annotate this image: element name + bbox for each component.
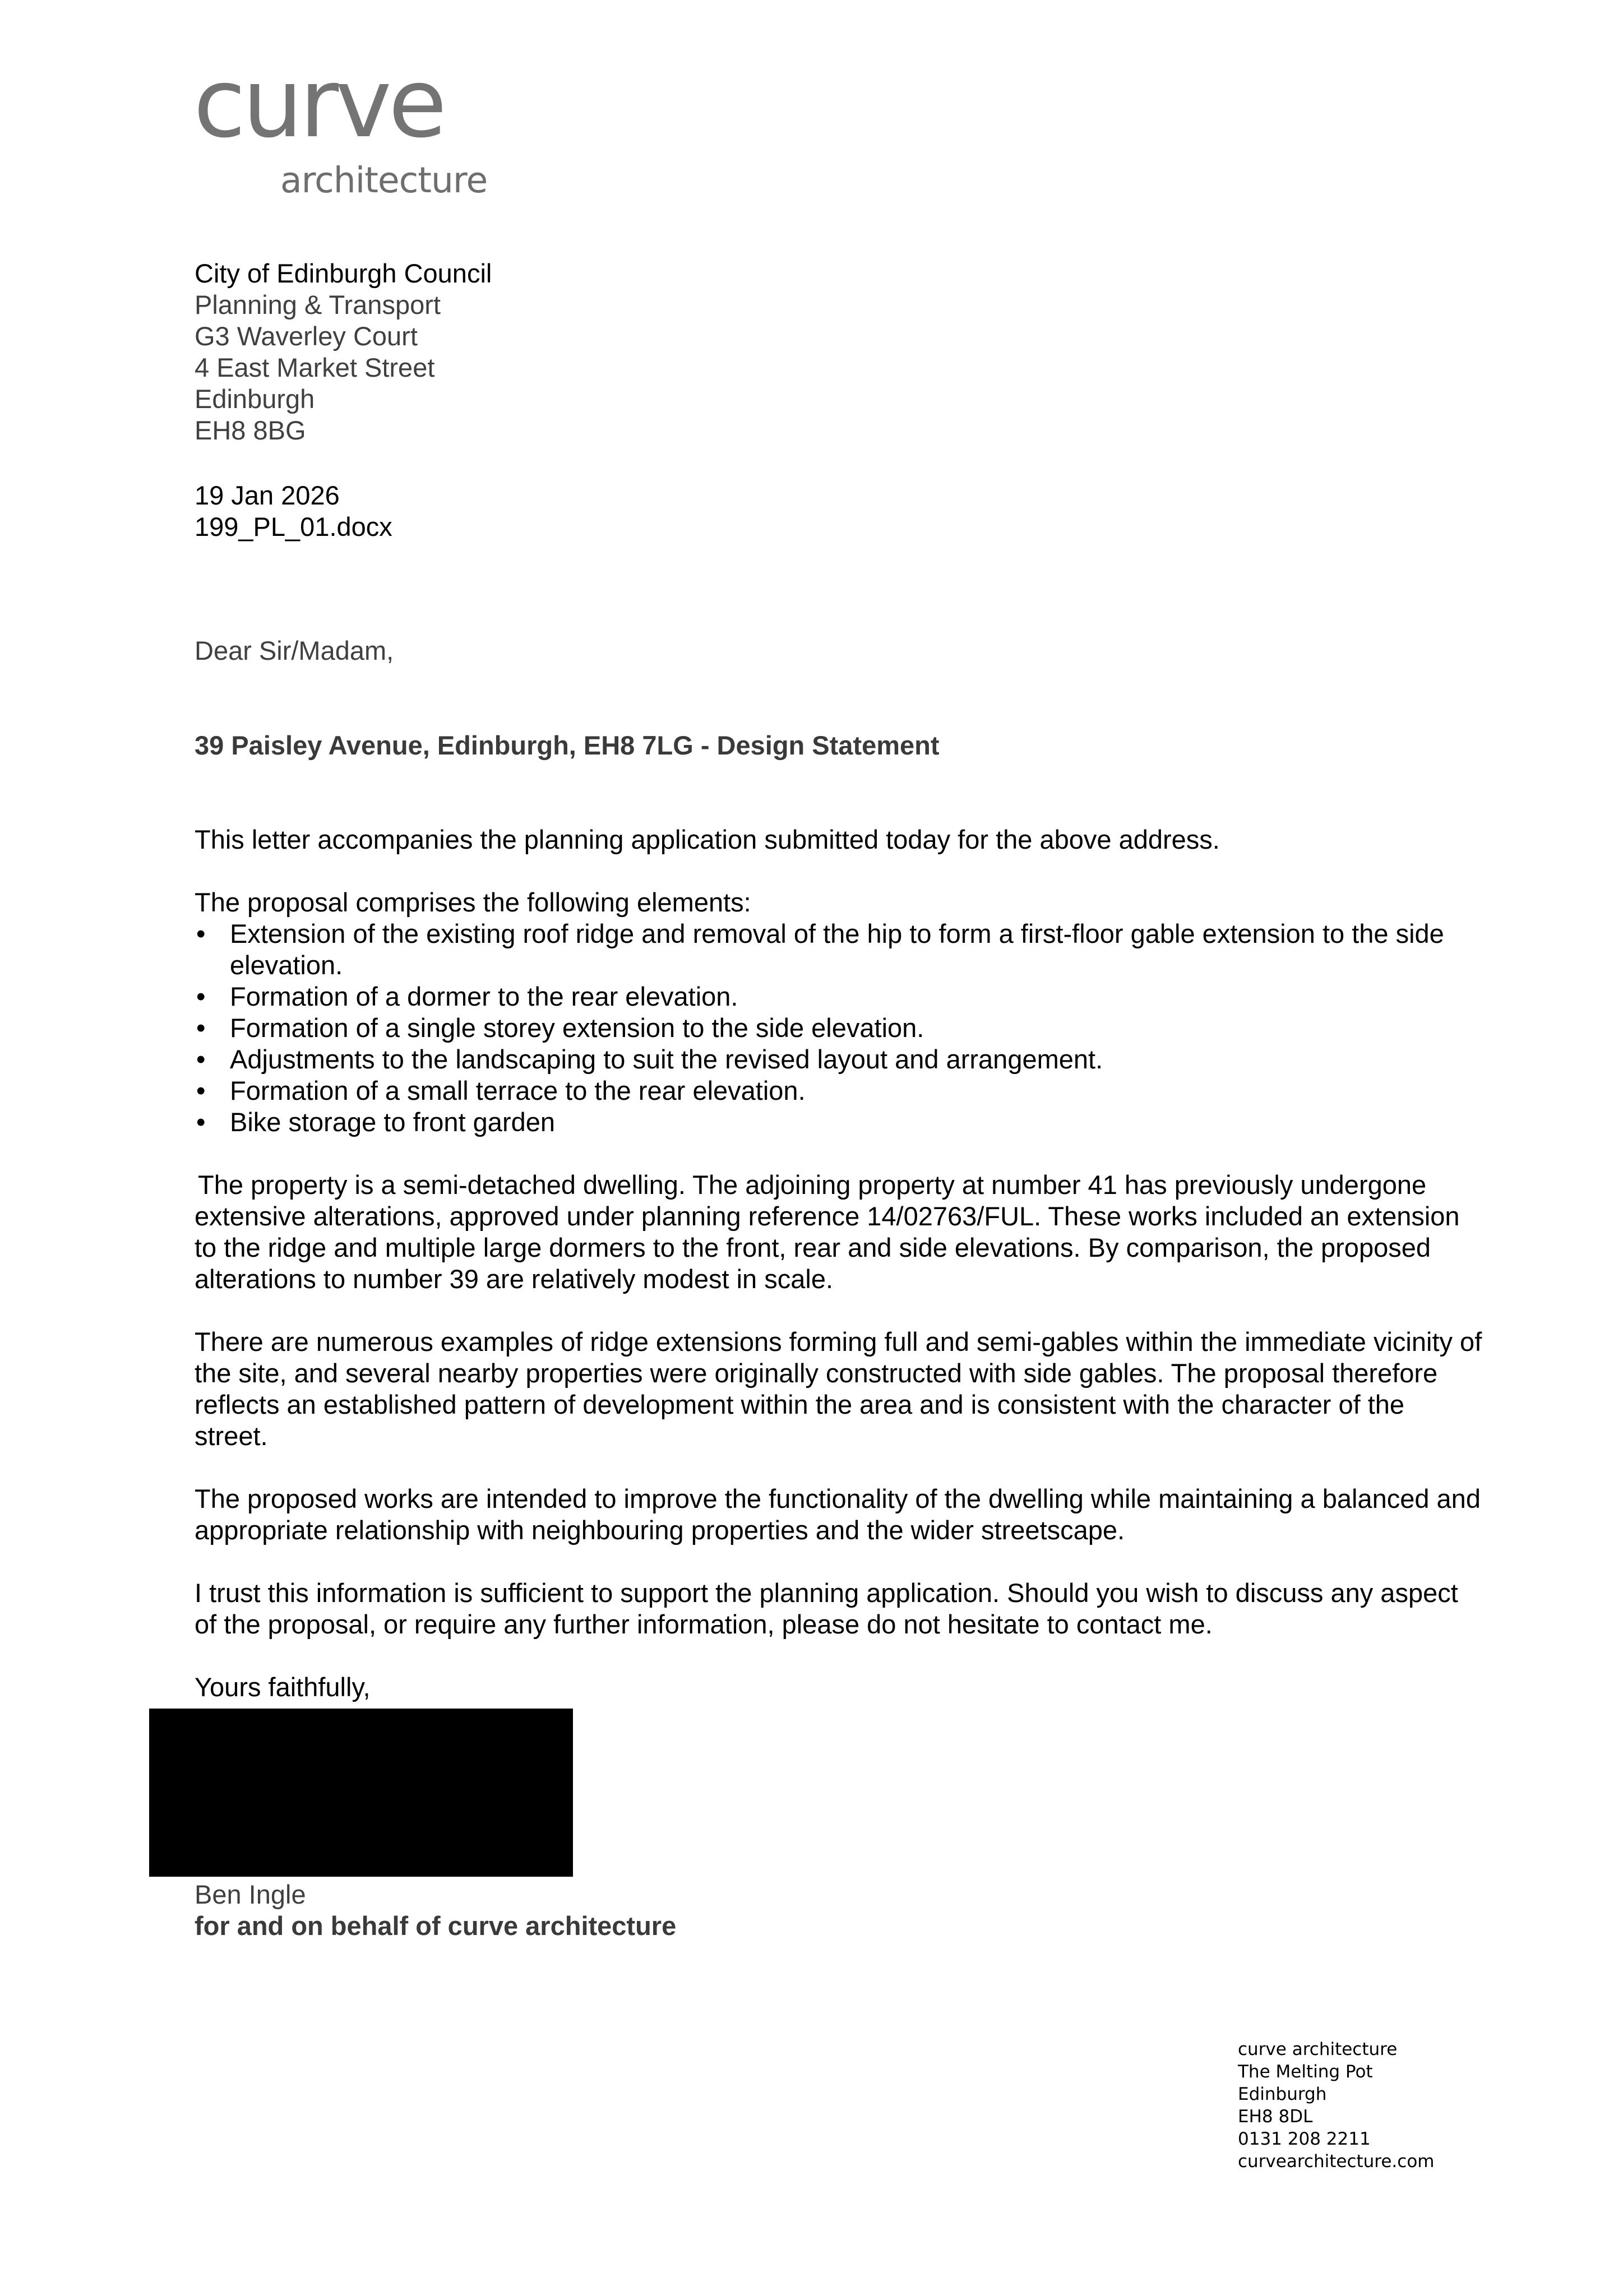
elements-intro: The proposal comprises the following elements: [195,887,751,917]
signatory-role: for and on behalf of curve architecture [195,1911,677,1941]
recipient-address [195,258,492,446]
company-footer-address [1238,2038,1435,2173]
letter-date: 19 Jan 2026 [195,480,340,510]
list-item: • Extension of the existing roof ridge and removal of the hip to form a first-floor gable extension to the side elevation. [195,918,1484,981]
intro-paragraph: This letter accompanies the planning application submitted today for the above address. [195,825,1220,854]
recipient-line: City of Edinburgh Council [195,258,492,288]
logo-subtitle: architecture [280,160,488,201]
letter-subject: 39 Paisley Avenue, Edinburgh, EH8 7LG - Design Statement [195,730,940,760]
footer-line: curve architecture [1238,2039,1398,2059]
recipient-line: Planning & Transport [195,290,441,320]
logo-wordmark: curve [193,48,444,159]
recipient-line: 4 East Market Street [195,353,435,382]
document-reference: 199_PL_01.docx [195,512,392,541]
list-item: • Adjustments to the landscaping to suit the revised layout and arrangement. [195,1044,1484,1075]
list-item: • Formation of a dormer to the rear elevation. [195,981,1484,1012]
company-logo [193,48,507,207]
recipient-line: Edinburgh [195,384,315,414]
recipient-line: G3 Waverley Court [195,321,418,351]
examples-paragraph: There are numerous examples of ridge extensions forming full and semi-gables within the immediate vicinity of the site, and several nearby properties were originally constructed with side gables. The proposal therefore reflects an established pattern of development within the area and is consistent with the character of the street. [195,1327,1482,1451]
list-item: • Formation of a small terrace to the rear elevation. [195,1075,1484,1107]
footer-line: 0131 208 2211 [1238,2129,1371,2149]
property-paragraph: The property is a semi-detached dwelling. The adjoining property at number 41 has previously undergone extensive alterations, approved under planning reference 14/02763/FUL. These works included an extension to the ridge and multiple large dormers to the front, rear and side elevations. By comparison, the proposed alterations to number 39 are relatively modest in scale. [195,1170,1460,1294]
signatory-name: Ben Ingle [195,1880,306,1909]
recipient-line: EH8 8BG [195,415,306,445]
closing-line: Yours faithfully, [195,1672,371,1702]
letter-reference [195,480,392,543]
salutation: Dear Sir/Madam, [195,636,394,665]
works-paragraph: The proposed works are intended to improve the functionality of the dwelling while maintaining a balanced and appropriate relationship with neighbouring properties and the wider streetscape. [195,1484,1481,1545]
proposal-elements-list [195,918,1484,1138]
list-item: • Formation of a single storey extension to the side elevation. [195,1012,1484,1044]
footer-line: curvearchitecture.com [1238,2151,1435,2172]
list-item: • Bike storage to front garden [195,1107,1484,1138]
redacted-signature [149,1709,573,1877]
trust-paragraph: I trust this information is sufficient to support the planning application. Should you wish to discuss any aspect of the proposal, or require any further information, please do not hesitate to contact me. [195,1578,1458,1639]
footer-line: Edinburgh [1238,2084,1327,2104]
footer-line: The Melting Pot [1238,2062,1373,2082]
footer-line: EH8 8DL [1238,2107,1313,2127]
